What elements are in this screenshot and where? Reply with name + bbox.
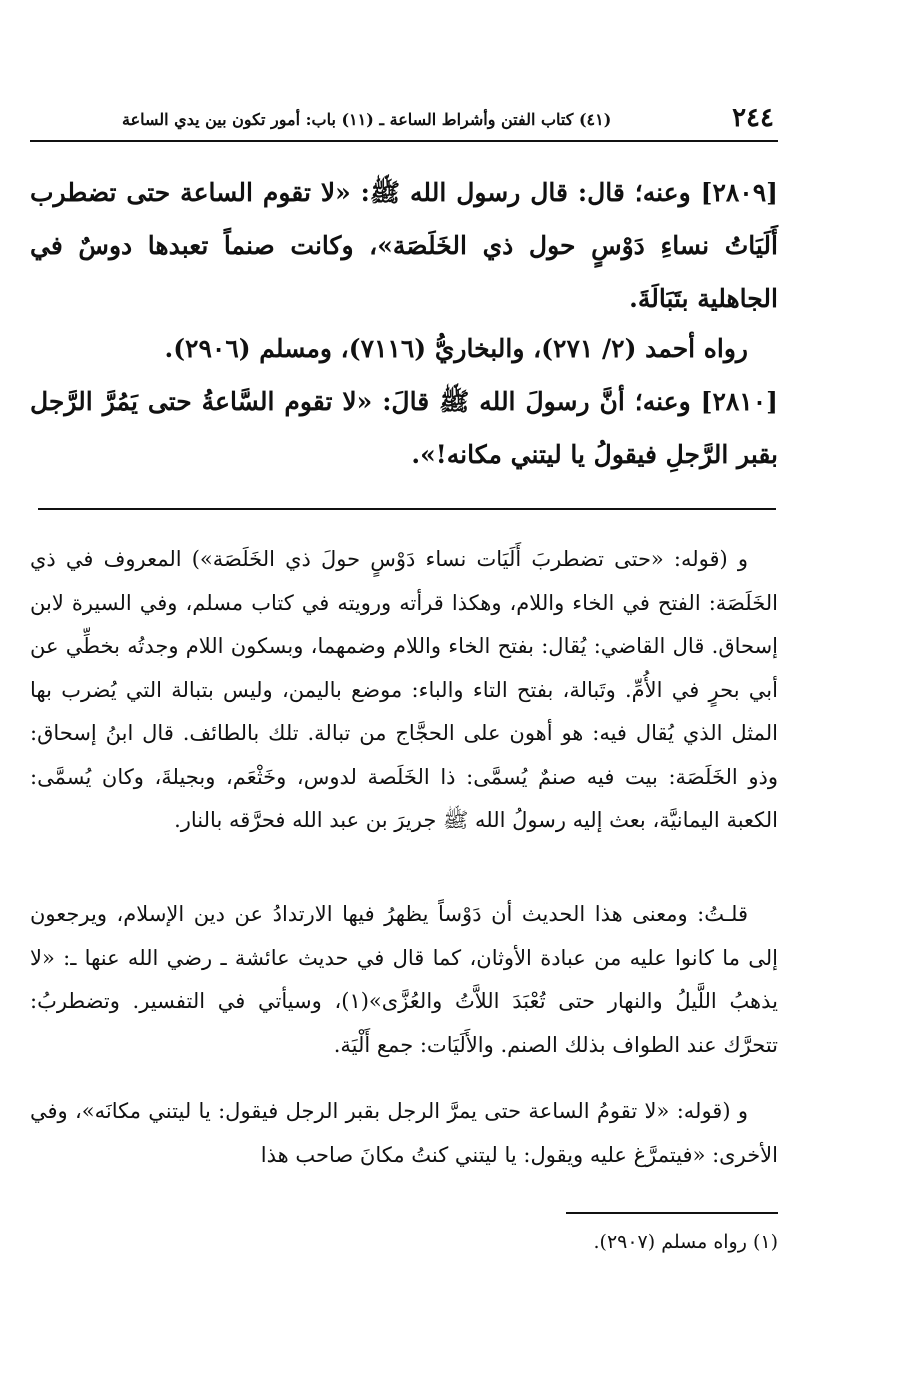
hadith-2809: [٢٨٠٩] وعنه؛ قال: قال رسول الله ﷺ: «لا تقوم الساعة حتى تضطرب أَلَيَاتُ نساءِ دَوْسٍ حول ذي الخَلَصَة»، وكانت صنماً تعبدها دوسٌ في الجاهلية بتَبَالَةَ.	[30, 178, 778, 313]
commentary-paragraph: و (قوله: «لا تقومُ الساعة حتى يمرَّ الرجل بقبر الرجل فيقول: يا ليتني مكانَه»، وفي الأخرى: «فيتمرَّغ عليه ويقول: يا ليتني كنتُ مكانَ صاحب هذا	[30, 1099, 778, 1167]
hadith-2810: [٢٨١٠] وعنه؛ أنَّ رسولَ الله ﷺ قالَ: «لا تقوم السَّاعةُ حتى يَمُرَّ الرَّجل بقبر الرَّجلِ فيقولُ يا ليتني مكانه!».	[30, 387, 778, 469]
footnote-divider	[566, 1212, 778, 1214]
header-divider	[30, 140, 778, 142]
footnote: (١) رواه مسلم (٢٩٠٧).	[593, 1231, 778, 1253]
hadith-2809-source: رواه أحمد (٢/ ٢٧١)، والبخاريُّ (٧١١٦)، ومسلم (٢٩٠٦).	[164, 334, 748, 363]
page-number: ٢٤٤	[732, 103, 774, 133]
page-header	[122, 100, 774, 136]
commentary-paragraph: قلـتُ: ومعنى هذا الحديث أن دَوْساً يظهرُ فيها الارتدادُ عن دين الإسلام، ويرجعون إلى ما كانوا عليه من عبادة الأوثان، كما قال في حديث عائشة ـ رضي الله عنها ـ: «لا يذهبُ اللَّيلُ والنهار حتى تُعْبَدَ اللاَّتُ والعُزَّى»(١)، وسيأتي في التفسير. وتضطربُ: تتحرَّك عند الطواف بذلك الصنم. والأَلَيَات: جمع أَلْيَة.	[30, 902, 779, 1057]
commentary-divider	[38, 508, 776, 510]
commentary-paragraph: و (قوله: «حتى تضطربَ أَلَيَات نساء دَوْسٍ حولَ ذي الخَلَصَة») المعروف في ذي الخَلَصَة: الفتح في الخاء واللام، وهكذا قرأته ورويته في كتاب مسلم، وفي السيرة لابن إسحاق. قال القاضي: يُقال: بفتح الخاء واللام وضمهما، وبسكون اللام وجدتُه بخطِّي عن أبي بحرٍ في الأُمِّ. وتَبالة، بفتح التاء والباء: موضع باليمن، وليس بتبالة التي يُضرب بها المثل الذي يُقال فيه: هو أهون على الحجَّاج من تبالة. تلك بالطائف. قال ابنُ إسحاق: وذو الخَلَصَة: بيت فيه صنمٌ يُسمَّى: ذا الخَلَصة لدوس، وخَثْعَم، وبجيلةَ، وكان يُسمَّى: الكعبة اليمانيَّة، بعث إليه رسولُ الله ﷺ جريرَ بن عبد الله فحرَّقه بالنار.	[30, 547, 778, 832]
running-title: (٤١) كتاب الفتن وأشراط الساعة ـ (١١) باب: أمور تكون بين يدي الساعة	[122, 110, 612, 129]
